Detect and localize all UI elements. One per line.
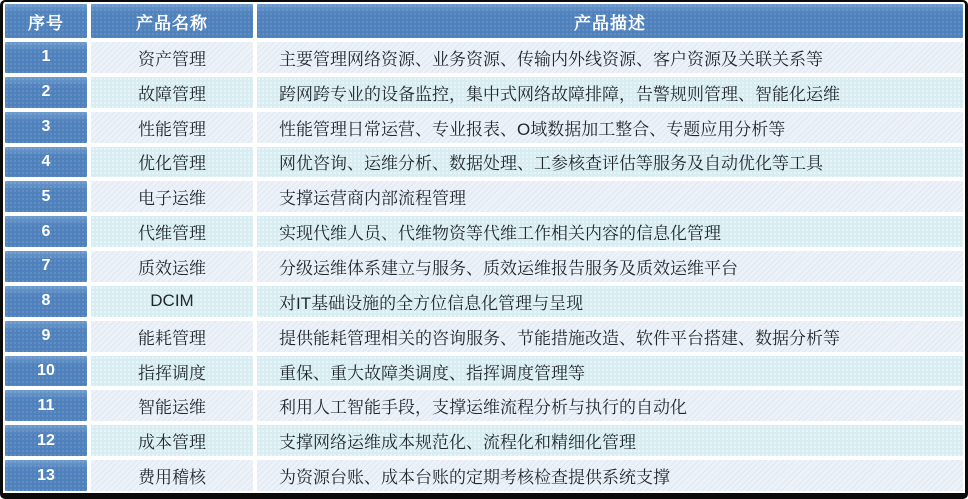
product-name-cell: 性能管理	[91, 112, 253, 143]
product-name-cell: 成本管理	[91, 425, 253, 456]
header-product-desc: 产品描述	[257, 4, 963, 38]
row-index-cell: 5	[5, 181, 87, 212]
row-index-cell: 13	[5, 460, 87, 491]
product-table	[5, 4, 963, 491]
product-name-cell: 智能运维	[91, 390, 253, 421]
header-product-name: 产品名称	[91, 4, 253, 38]
product-desc-cell: 为资源台账、成本台账的定期考核检查提供系统支撑	[257, 460, 963, 491]
product-desc-cell: 支撑网络运维成本规范化、流程化和精细化管理	[257, 425, 963, 456]
header-index: 序号	[5, 4, 87, 38]
product-name-cell: DCIM	[91, 286, 253, 317]
row-index-cell: 11	[5, 390, 87, 421]
row-index-cell: 4	[5, 147, 87, 178]
product-desc-cell: 分级运维体系建立与服务、质效运维报告服务及质效运维平台	[257, 251, 963, 282]
product-desc-cell: 利用人工智能手段，支撑运维流程分析与执行的自动化	[257, 390, 963, 421]
product-desc-cell: 实现代维人员、代维物资等代维工作相关内容的信息化管理	[257, 216, 963, 247]
row-index-cell: 9	[5, 321, 87, 352]
product-desc-cell: 网优咨询、运维分析、数据处理、工参核查评估等服务及自动优化等工具	[257, 147, 963, 178]
row-index-cell: 3	[5, 112, 87, 143]
row-index-cell: 12	[5, 425, 87, 456]
product-desc-cell: 主要管理网络资源、业务资源、传输内外线资源、客户资源及关联关系等	[257, 42, 963, 73]
product-desc-cell: 提供能耗管理相关的咨询服务、节能措施改造、软件平台搭建、数据分析等	[257, 321, 963, 352]
product-name-cell: 能耗管理	[91, 321, 253, 352]
product-name-cell: 电子运维	[91, 181, 253, 212]
product-name-cell: 优化管理	[91, 147, 253, 178]
product-name-cell: 资产管理	[91, 42, 253, 73]
product-desc-cell: 对IT基础设施的全方位信息化管理与呈现	[257, 286, 963, 317]
product-name-cell: 代维管理	[91, 216, 253, 247]
row-index-cell: 1	[5, 42, 87, 73]
product-name-cell: 指挥调度	[91, 356, 253, 387]
row-index-cell: 8	[5, 286, 87, 317]
product-desc-cell: 支撑运营商内部流程管理	[257, 181, 963, 212]
product-name-cell: 费用稽核	[91, 460, 253, 491]
row-index-cell: 6	[5, 216, 87, 247]
product-desc-cell: 性能管理日常运营、专业报表、O域数据加工整合、专题应用分析等	[257, 112, 963, 143]
row-index-cell: 7	[5, 251, 87, 282]
product-desc-cell: 重保、重大故障类调度、指挥调度管理等	[257, 356, 963, 387]
product-name-cell: 故障管理	[91, 77, 253, 108]
product-name-cell: 质效运维	[91, 251, 253, 282]
row-index-cell: 2	[5, 77, 87, 108]
row-index-cell: 10	[5, 356, 87, 387]
product-desc-cell: 跨网跨专业的设备监控，集中式网络故障排障，告警规则管理、智能化运维	[257, 77, 963, 108]
